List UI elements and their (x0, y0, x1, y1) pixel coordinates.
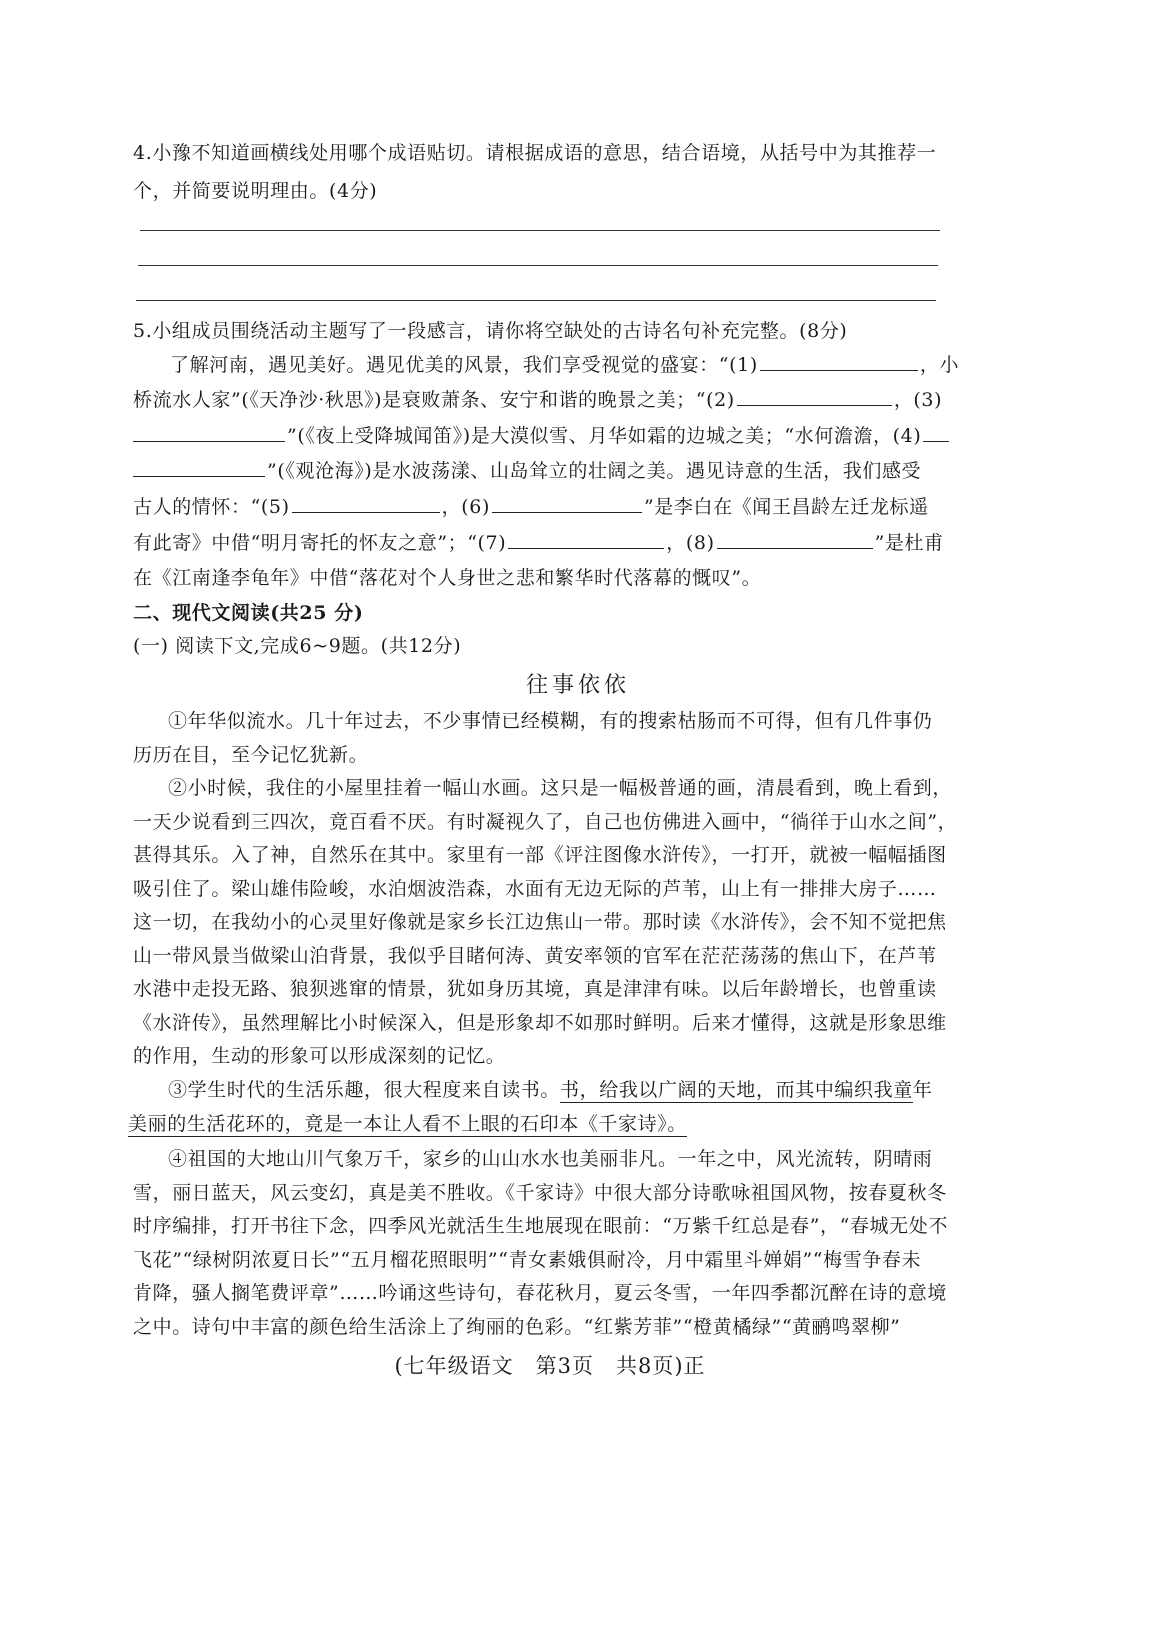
q5-text-line1-b: ，小 (919, 354, 960, 376)
p2-line: 水港中走投无路、狼狈逃窜的情景，犹如身历其境，真是津津有味。以后年龄增长，也曾重读 (133, 978, 937, 1000)
p2-line: 《水浒传》，虽然理解比小时候深入，但是形象却不如那时鲜明。后来才懂得，这就是形象思维 (133, 1012, 947, 1034)
q5-text-line6-a: 有此寄》中借“明月寄托的怀友之意”；“(7) (133, 532, 507, 554)
q5-text-line5-a: 古人的情怀：“(5) (133, 496, 290, 518)
q5-text-line3 (133, 423, 993, 449)
section-subheading: (一) 阅读下文,完成6~9题。(共12分) (133, 635, 462, 657)
blank-4-start[interactable] (923, 423, 949, 442)
q5-text-line6 (133, 530, 993, 556)
q5-stem: 5.小组成员围绕活动主题写了一段感言，请你将空缺处的古诗名句补充完整。(8分) (133, 320, 848, 342)
q4-text-line1: 4.小豫不知道画横线处用哪个成语贴切。请根据成语的意思，结合语境，从括号中为其推荐一 (133, 142, 937, 164)
q5-text-line2-b: ，(3) (893, 389, 943, 411)
p2-line: 吸引住了。梁山雄伟险峻，水泊烟波浩森，水面有无边无际的芦苇，山上有一排排大房子…… (133, 878, 937, 900)
q5-text-line5-c: ”是李白在《闻王昌龄左迁龙标遥 (643, 496, 929, 518)
q5-text-line3-b: ”(《夜上受降城闻笛》)是大漠似雪、月华如霜的边城之美；“水何澹澹，(4) (287, 425, 922, 447)
p4-line: 肯降，骚人搁笔费评章”……吟诵这些诗句，春花秋月，夏云冬雪，一年四季都沉醉在诗的意境 (133, 1282, 947, 1304)
answer-line-3[interactable] (136, 300, 936, 301)
passage-title: 往事依依 (525, 673, 630, 698)
q5-text-line5-b: ，(6) (441, 496, 490, 518)
p4-line: 雪，丽日蓝天，风云变幻，真是美不胜收。《千家诗》中很大部分诗歌咏祖国风物，按春夏秋冬 (133, 1182, 947, 1204)
p3-line1 (168, 1077, 1028, 1103)
q5-text-line7: 在《江南逢李龟年》中借“落花对个人身世之悲和繁华时代落幕的慨叹”。 (133, 567, 762, 589)
blank-2[interactable] (737, 387, 892, 406)
blank-3[interactable] (133, 423, 285, 442)
p2-line: 这一切，在我幼小的心灵里好像就是家乡长江边焦山一带。那时读《水浒传》，会不知不觉把焦 (133, 911, 947, 933)
q4-text-line2: 个，并简要说明理由。(4分) (133, 180, 378, 202)
p3-underlined-sentence-cont: 美丽的生活花环的，竟是一本让人看不上眼的石印本《千家诗》。 (128, 1113, 687, 1135)
q5-text-line4-b: ”(《观沧海》)是水波荡漾、山岛耸立的壮阔之美。遇见诗意的生活，我们感受 (267, 460, 922, 482)
section-heading: 二、现代文阅读(共25 分) (133, 602, 364, 624)
q5-text-line2-a: 桥流水人家”(《天净沙·秋思》)是衰败萧条、安宁和谐的晚景之美；“(2) (133, 389, 735, 411)
answer-line-1[interactable] (140, 230, 940, 231)
blank-7[interactable] (508, 530, 664, 549)
q5-text-line1 (170, 352, 1030, 378)
p4-line: 之中。诗句中丰富的颜色给生活涂上了绚丽的色彩。“红紫芳菲”“橙黄橘绿”“黄鹂鸣翠柳” (133, 1316, 901, 1338)
p3-line2 (128, 1111, 988, 1137)
p3-text-end: 年 (912, 1079, 933, 1101)
q5-text-line6-c: ”是杜甫 (874, 532, 944, 554)
p1-line: 历历在目，至今记忆犹新。 (133, 744, 369, 766)
p2-line: 山一带风景当做梁山泊背景，我似乎目睹何涛、黄安率领的官军在茫茫荡荡的焦山下，在芦苇 (133, 945, 937, 967)
p2-line: ②小时候，我住的小屋里挂着一幅山水画。这只是一幅极普通的画，清晨看到，晚上看到， (168, 777, 953, 799)
blank-4[interactable] (133, 458, 265, 477)
p1-line: ①年华似流水。几十年过去，不少事情已经模糊，有的搜索枯肠而不可得，但有几件事仍 (168, 710, 933, 732)
q5-text-line2 (133, 387, 993, 413)
p4-line: 飞花”“绿树阴浓夏日长”“五月榴花照眼明”“青女素娥俱耐冷，月中霜里斗婵娟”“梅雪争春未 (133, 1249, 922, 1271)
p4-line: 时序编排，打开书往下念，四季风光就活生生地展现在眼前：“万紫千红总是春”，“春城无处不 (133, 1215, 948, 1237)
answer-line-2[interactable] (138, 265, 938, 266)
q5-text-line6-b: ，(8) (666, 532, 715, 554)
blank-6[interactable] (492, 494, 642, 513)
q5-text-line4 (133, 458, 993, 484)
page-footer: (七年级语文 第3页 共8页)正 (394, 1354, 706, 1378)
p2-line: 一天少说看到三四次，竟百看不厌。有时凝视久了，自己也仿佛进入画中，“徜徉于山水之间”， (133, 811, 958, 833)
p4-line: ④祖国的大地山川气象万千，家乡的山山水水也美丽非凡。一年之中，风光流转，阴晴雨 (168, 1148, 933, 1170)
q5-text-line5 (133, 494, 993, 520)
p3-text: ③学生时代的生活乐趣，很大程度来自读书。 (168, 1079, 561, 1101)
p3-underlined-sentence: 书，给我以广阔的天地，而其中编织我童 (560, 1079, 913, 1101)
blank-5[interactable] (292, 494, 440, 513)
p2-line: 甚得其乐。入了神，自然乐在其中。家里有一部《评注图像水浒传》，一打开，就被一幅幅插图 (133, 844, 947, 866)
q5-text-line1-a: 了解河南，遇见美好。遇见优美的风景，我们享受视觉的盛宴：“(1) (170, 354, 758, 376)
blank-8[interactable] (717, 530, 873, 549)
blank-1[interactable] (760, 352, 918, 371)
p2-line: 的作用，生动的形象可以形成深刻的记忆。 (133, 1045, 506, 1067)
